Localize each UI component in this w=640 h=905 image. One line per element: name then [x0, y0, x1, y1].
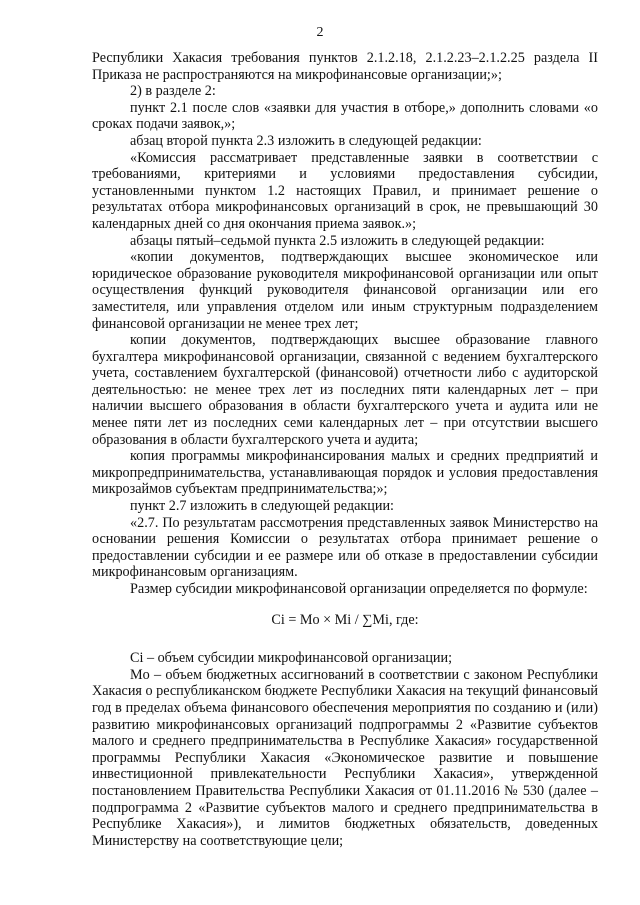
- paragraph-item-2-7-text: «2.7. По результатам рассмотрения представленных заявок Министерство на основании решения Комиссии о результатах отбора принимает решение о предоставлении субсидии и ее размере или об отказе в предоставлении субсидии микрофинансовым организациям.: [92, 514, 598, 581]
- page-number: 2: [316, 25, 324, 40]
- paragraph-item-2-3-text: «Комиссия рассматривает представленные заявки в соответствии с требованиями, критериями и условиями предоставления субсидии, установленными пунктом 1.2 настоящих Правил, и принимает решение о результатах отбора микрофинансовых организаций в срок, не превышающий 30 календарных дней со дня окончания приема заявок.»;: [92, 149, 598, 232]
- paragraph-item-2-5-program-copy: копия программы микрофинансирования малых и средних предприятий и микропредпринимательства, устанавливающая порядок и условия предоставления микрозаймов субъектам предпринимательства;»;: [92, 448, 598, 498]
- paragraph-item-2-3-intro: абзац второй пункта 2.3 изложить в следующей редакции:: [130, 132, 482, 149]
- definition-mo: Mo – объем бюджетных ассигнований в соответствии с законом Республики Хакасия о республиканском бюджете Республики Хакасия на текущий финансовый год в пределах объема финансового обеспечения мероприятия по созданию и (или) развитию микрофинансовых организаций подпрограммы 2 «Развитие субъектов малого и среднего предпринимательства в Республике Хакасия» государственной программы Республики Хакасия «Экономическое развитие и повышение инвестиционной привлекательности Республики Хакасия», утвержденной постановлением Правительства Республики Хакасия от 01.11.2016 № 530 (далее – подпрограмма 2 «Развитие субъектов малого и среднего предпринимательства в Республике Хакасия»), и лимитов бюджетных обязательств, доведенных Министерству на соответствующие цели;: [92, 666, 598, 849]
- paragraph-item-2-7-intro: пункт 2.7 изложить в следующей редакции:: [130, 498, 394, 515]
- paragraph-item-2-5-intro: абзацы пятый–седьмой пункта 2.5 изложить в следующей редакции:: [130, 232, 545, 249]
- subsidy-formula: Ci = Mo × Mi / ∑Mi, где:: [271, 611, 419, 628]
- paragraph-item-2-1: пункт 2.1 после слов «заявки для участия в отборе,» дополнить словами «о сроках подачи заявок,»;: [92, 99, 598, 133]
- paragraph-item-2-5-copies-accountant: копии документов, подтверждающих высшее образование главного бухгалтера микрофинансовой организации, связанной с ведением бухгалтерского учета, составлением бухгалтерской (финансовой) отчетности либо с аудиторской деятельностью: не менее трех лет из последних пяти календарных лет – при наличии высшего образования в области бухгалтерского учета и аудита или не менее пяти лет из последних семи календарных лет – при отсутствии высшего образования в области бухгалтерского учета и аудита;: [92, 332, 598, 448]
- paragraph-continuation: Республики Хакасия требования пунктов 2.1.2.18, 2.1.2.23–2.1.2.25 раздела II Приказа не распространяются на микрофинансовые организации;»;: [92, 50, 598, 83]
- definition-ci: Ci – объем субсидии микрофинансовой организации;: [130, 650, 453, 667]
- paragraph-item-2-5-copies-head: «копии документов, подтверждающих высшее экономическое или юридическое образование руководителя микрофинансовой организации или опыт осуществления функций руководителя финансовой организации или его заместителя, или управления отделом или иным структурным подразделением финансовой организации не менее трех лет;: [92, 249, 598, 332]
- paragraph-section-2-heading: 2) в разделе 2:: [130, 83, 216, 100]
- paragraph-formula-intro: Размер субсидии микрофинансовой организации определяется по формуле:: [130, 581, 588, 597]
- document-body: [92, 50, 598, 849]
